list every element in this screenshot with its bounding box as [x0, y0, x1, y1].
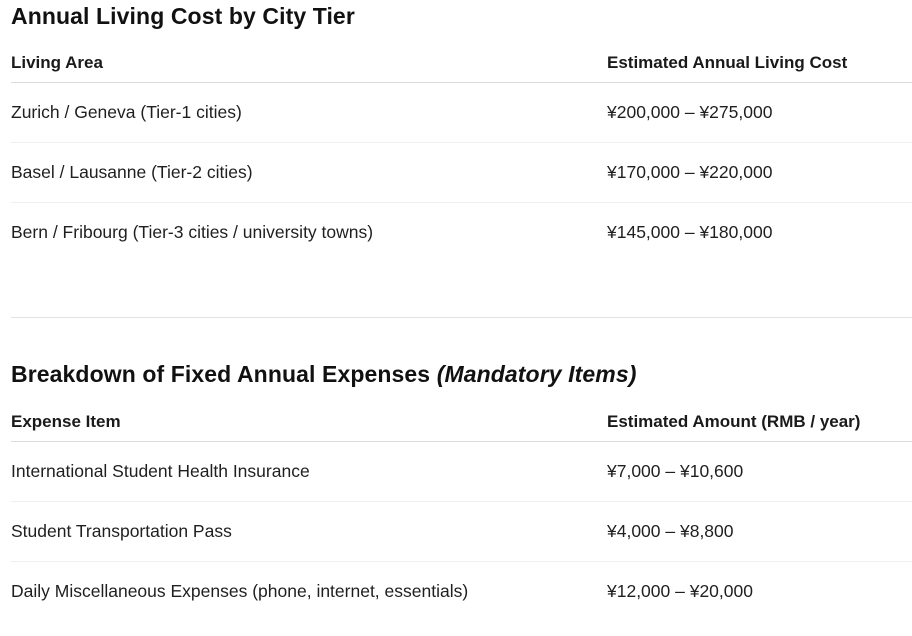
- living-area-cell: Bern / Fribourg (Tier-3 cities / university towns): [11, 222, 374, 242]
- annual-cost-cell: ¥170,000 – ¥220,000: [607, 143, 912, 203]
- expense-item-cell: Student Transportation Pass: [11, 502, 607, 562]
- living-area-cell: Zurich / Geneva (Tier-1 cities): [11, 83, 607, 143]
- table-row: [11, 143, 912, 203]
- table-header-row: [11, 44, 912, 83]
- section-title-text: Breakdown of Fixed Annual Expenses: [11, 361, 431, 387]
- table-row: [11, 502, 912, 562]
- table-row: [11, 203, 912, 263]
- column-header-expense-item: Expense Item: [11, 403, 607, 442]
- expense-item-cell: Daily Miscellaneous Expenses (phone, internet, essentials): [11, 581, 469, 601]
- living-area-cell: Basel / Lausanne (Tier-2 cities): [11, 143, 607, 203]
- table-row: [11, 562, 912, 622]
- living-cost-table: [11, 44, 912, 262]
- column-header-annual-cost: Estimated Annual Living Cost: [607, 44, 912, 83]
- expense-amount-cell: ¥12,000 – ¥20,000: [607, 581, 753, 601]
- table-row: [11, 442, 912, 502]
- section-title-fixed-expenses: [11, 359, 637, 389]
- table-header-row: [11, 403, 912, 442]
- expense-item-cell: International Student Health Insurance: [11, 442, 607, 502]
- table-row: [11, 83, 912, 143]
- column-header-estimated-amount: Estimated Amount (RMB / year): [607, 403, 912, 442]
- expense-amount-cell: ¥7,000 – ¥10,600: [607, 442, 912, 502]
- section-title-emphasis: (Mandatory Items): [436, 361, 637, 387]
- annual-cost-cell: ¥200,000 – ¥275,000: [607, 83, 912, 143]
- annual-cost-cell: ¥145,000 – ¥180,000: [607, 222, 773, 242]
- expense-amount-cell: ¥4,000 – ¥8,800: [607, 502, 912, 562]
- section-divider: [11, 317, 912, 318]
- section-title-living-cost: Annual Living Cost by City Tier: [11, 3, 355, 29]
- fixed-expenses-table: [11, 403, 912, 621]
- column-header-living-area: Living Area: [11, 44, 607, 83]
